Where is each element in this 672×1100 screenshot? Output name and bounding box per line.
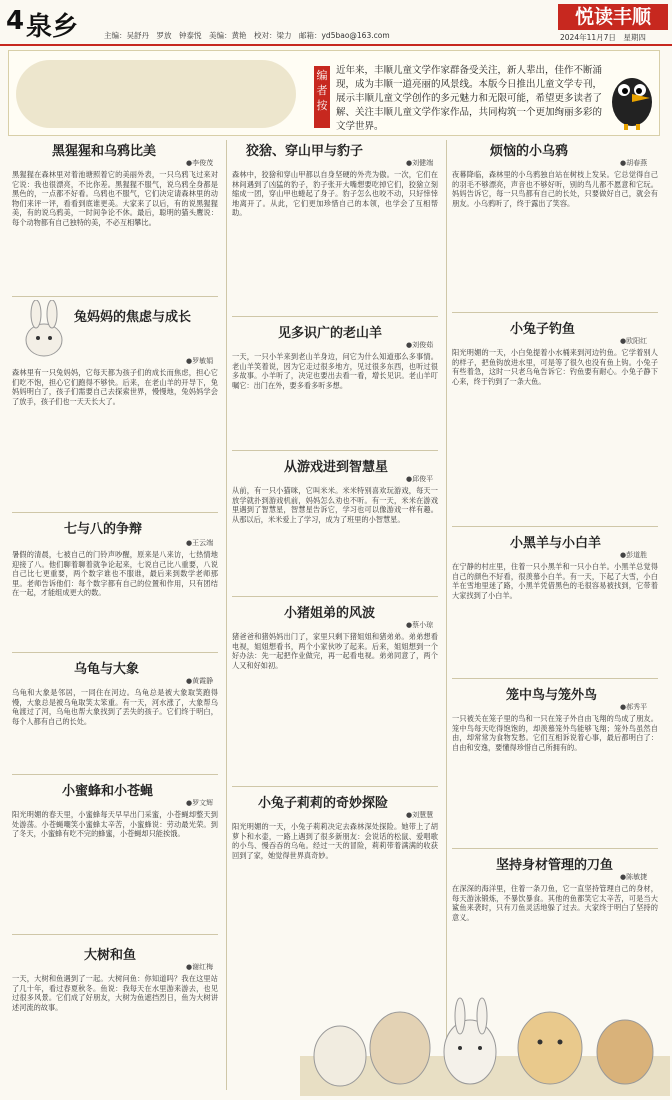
article-author: ●邱俊平 bbox=[406, 475, 434, 483]
article-title: 小黑羊与小白羊 bbox=[510, 536, 602, 551]
article-body: 森林中，狡猞和穿山甲都以自身坚硬的外壳为傲。一次，它们在林间遇到了凶猛的豹子，豹子张开大嘴想要吃掉它们，狡猞立刻缩成一团，穿山甲也蜷起了身子。豹子怎么也咬不动，只好悻悻地离开了。从此，它们更加珍惜自己的本领，也学会了互相帮助。 bbox=[232, 170, 438, 218]
article-title: 见多识广的老山羊 bbox=[278, 326, 383, 341]
article-title: 烦恼的小乌鸦 bbox=[490, 144, 569, 159]
article-title: 小兔子钓鱼 bbox=[510, 322, 576, 337]
article-title: 乌龟与大象 bbox=[74, 662, 140, 677]
article-author: ●刘慧慧 bbox=[406, 811, 434, 819]
article-divider bbox=[452, 678, 658, 679]
article-body: 阳光明媚的春天里，小蜜蜂每天早早出门采蜜，小苍蝇却整天到处游荡。小苍蝇嘲笑小蜜蜂太辛苦，小蜜蜂说：劳动最光荣。到了冬天，小蜜蜂有吃不完的蜂蜜，小苍蝇却只能挨饿。 bbox=[12, 810, 218, 839]
article-divider bbox=[452, 312, 658, 313]
article-body: 暑假的清晨，七被自己的门铃声吵醒，原来是八来访，七热情地迎接了八。他们聊着聊着就争论起来，七说自己比八重要，八说自己比七更重要，两个数字谁也不服谁，最后来到数学老师那里。老师告诉他们：每个数字都有自己的位置和作用，只有团结在一起，才能组成更大的数。 bbox=[12, 550, 218, 598]
article-title: 小兔子莉莉的奇妙探险 bbox=[258, 796, 389, 811]
article-body: 从前，有一只小猫咪，它叫米米。米米特别喜欢玩游戏，每天一放学就扑到游戏机前，妈妈怎么劝也不听。有一天，米米在游戏里遇到了智慧星，智慧星告诉它，学习也可以像游戏一样有趣。从那以后，米米爱上了学习，成为了班里的小智慧星。 bbox=[232, 486, 438, 524]
article-body: 夜幕降临，森林里的小乌鸦独自站在树枝上发呆。它总觉得自己的羽毛不够漂亮，声音也不够好听，别的鸟儿都不愿意和它玩。妈妈告诉它，每一只鸟都有自己的长处，只要做好自己，就会有朋友。小乌鸦听了，终于露出了笑容。 bbox=[452, 170, 658, 208]
article-divider bbox=[12, 652, 218, 653]
article-author: ●刘健端 bbox=[406, 159, 434, 167]
article-body: 猪爸爸和猪妈妈出门了，家里只剩下猪姐姐和猪弟弟。弟弟想看电视，姐姐想看书，两个小家伙吵了起来。后来，姐姐想到一个好办法：先一起把作业做完，再一起看电视。弟弟同意了，两个人又和好如初。 bbox=[232, 632, 438, 670]
section-title: 泉乡 bbox=[26, 12, 79, 42]
article-title: 坚持身材管理的刀鱼 bbox=[496, 858, 614, 873]
article-author: ●王云端 bbox=[186, 539, 214, 547]
column-divider bbox=[226, 140, 227, 1090]
article-title: 小猪姐弟的风波 bbox=[284, 606, 376, 621]
article-body: 森林里有一只兔妈妈，它每天都为孩子们的成长而焦虑，担心它们吃不饱，担心它们跑得不够快。后来，在老山羊的开导下，兔妈妈明白了，孩子们需要自己去探索世界，慢慢地，兔妈妈学会了放手，孩子们也一天天长大了。 bbox=[12, 368, 218, 406]
article-title: 大树和鱼 bbox=[84, 948, 137, 963]
article-body: 在深深的海洋里，住着一条刀鱼，它一直坚持管理自己的身材，每天游泳锻炼，不暴饮暴食。其他的鱼都笑它太辛苦，可是当大鲨鱼来袭时，只有刀鱼灵活地躲了过去。大家终于明白了坚持的意义。 bbox=[452, 884, 658, 922]
decorative-banner bbox=[16, 60, 296, 128]
article-divider bbox=[232, 450, 438, 451]
column-divider bbox=[446, 140, 447, 1070]
article-title: 狡猞、穿山甲与豹子 bbox=[246, 144, 364, 159]
article-author: ●谢红梅 bbox=[186, 963, 214, 971]
article-author: ●彭道胜 bbox=[620, 551, 648, 559]
article-divider bbox=[452, 848, 658, 849]
article-author: ●罗文辉 bbox=[186, 799, 214, 807]
article-body: 阳光明媚的一天，小白兔提着小水桶来到河边钓鱼。它学着别人的样子，把鱼钩放进水里，可是等了很久也没有鱼上钩。小兔子有些着急，这时一只老乌龟告诉它：钓鱼要有耐心。小兔子静下心来，终于钓到了一条大鱼。 bbox=[452, 348, 658, 386]
brand-logo: 悦读丰顺 bbox=[558, 4, 668, 30]
article-divider bbox=[232, 596, 438, 597]
article-title: 黑猩猩和乌鸦比美 bbox=[52, 144, 157, 159]
editor-note-text: 近年来，丰顺儿童文学作家群备受关注，新人辈出，佳作不断涌现，成为丰顺一道亮丽的风景线。本版今日推出儿童文学专刊，展示丰顺儿童文学创作的多元魅力和无限可能，希望更多读者了解、关注丰顺儿童文学作家作品，共同构筑一个更加绚丽多彩的文学世界。 bbox=[336, 65, 603, 132]
article-author: ●黄霞静 bbox=[186, 677, 214, 685]
article-author: ●李俊茂 bbox=[186, 159, 214, 167]
article-title: 小蜜蜂和小苍蝇 bbox=[62, 784, 154, 799]
article-body: 黑猩猩在森林里对着池塘照着它的美丽外表，一只乌鸦飞过来对它说：我也很漂亮，不比你差。黑猩猩不服气，说乌鸦全身都是黑色的，一点都不好看。乌鸦也不服气，它们决定请森林里的动物们来评一评，看看到底谁更美。大家来了以后，有的说黑猩猩美，有的说乌鸦美，一时间争论不休。最后，聪明的猫头鹰说：每个动物都有自己独特的美，不必互相攀比。 bbox=[12, 170, 218, 227]
article-divider bbox=[232, 786, 438, 787]
article-divider bbox=[12, 296, 218, 297]
editor-credits: 主编：吴舒丹 罗放 钟泰悦 美编：黄艳 校对：梁力 邮箱：yd5bao@163.com bbox=[104, 31, 390, 40]
article-author: ●胡春燕 bbox=[620, 159, 648, 167]
animals-illustration-icon bbox=[300, 986, 670, 1096]
article-body: 一天，一只小羊来到老山羊身边，问它为什么知道那么多事情。老山羊笑着说，因为它走过很多地方，见过很多东西，也听过很多故事。小羊听了，决定也要出去看一看，增长见识。老山羊叮嘱它：出门在外，要多看多听多想。 bbox=[232, 352, 438, 390]
article-body: 在宁静的村庄里，住着一只小黑羊和一只小白羊。小黑羊总觉得自己的颜色不好看，很羡慕小白羊。有一天，下起了大雪，小白羊在雪地里迷了路，小黑羊凭借黑色的毛很容易被找到，它带着大家找到了小白羊。 bbox=[452, 562, 658, 600]
issue-date: 2024年11月7日 星期四 bbox=[560, 33, 646, 42]
article-title: 兔妈妈的焦虑与成长 bbox=[74, 310, 192, 325]
article-author: ●罗敏娟 bbox=[186, 357, 214, 365]
article-title: 七与八的争辩 bbox=[64, 522, 143, 537]
article-title: 从游戏进到智慧星 bbox=[284, 460, 389, 475]
article-divider bbox=[452, 526, 658, 527]
editor-note-label: 编者按 bbox=[314, 66, 330, 128]
page-number: 4 bbox=[6, 6, 25, 36]
article-body: 一天，大树和鱼遇到了一起。大树问鱼：你知道吗？我在这里站了几十年，看过春夏秋冬。鱼说：我每天在水里游来游去，也见过很多风景。它们成了好朋友，大树为鱼遮挡烈日，鱼为大树讲述河流的故事。 bbox=[12, 974, 218, 1012]
article-divider bbox=[12, 934, 218, 935]
article-author: ●刘俊茹 bbox=[406, 341, 434, 349]
article-author: ●欧阳红 bbox=[620, 337, 648, 345]
crow-illustration-icon bbox=[604, 60, 660, 130]
article-author: ●郝秀平 bbox=[620, 703, 648, 711]
article-title: 笼中鸟与笼外鸟 bbox=[506, 688, 598, 703]
article-body: 乌龟和大象是邻居，一同住在河边。乌龟总是被大象取笑跑得慢，大象总是被乌龟取笑太笨重。有一天，河水涨了，大象帮乌龟渡过了河，乌龟也帮大象找到了丢失的孩子。它们终于明白，每个人都有自己的长处。 bbox=[12, 688, 218, 726]
article-body: 一只被关在笼子里的鸟和一只在笼子外自由飞翔的鸟成了朋友。笼中鸟每天吃得饱饱的，却羡慕笼外鸟能够飞翔；笼外鸟虽然自由，却常常为食物发愁。它们互相诉说着心事，最后都明白了：自由和安逸，要懂得珍惜自己所拥有的。 bbox=[452, 714, 658, 752]
article-divider bbox=[232, 316, 438, 317]
article-author: ●陈敏捷 bbox=[620, 873, 648, 881]
article-divider bbox=[12, 774, 218, 775]
rabbit-illustration-icon bbox=[16, 300, 72, 360]
article-divider bbox=[12, 512, 218, 513]
article-body: 阳光明媚的一天，小兔子莉莉决定去森林深处探险。她带上了胡萝卜和水壶，一路上遇到了很多新朋友：会说话的松鼠、爱唱歌的小鸟、慢吞吞的乌龟。经过一天的冒险，莉莉带着满满的收获回到了家，她觉得世界真奇妙。 bbox=[232, 822, 438, 860]
article-author: ●蔡小琼 bbox=[406, 621, 434, 629]
